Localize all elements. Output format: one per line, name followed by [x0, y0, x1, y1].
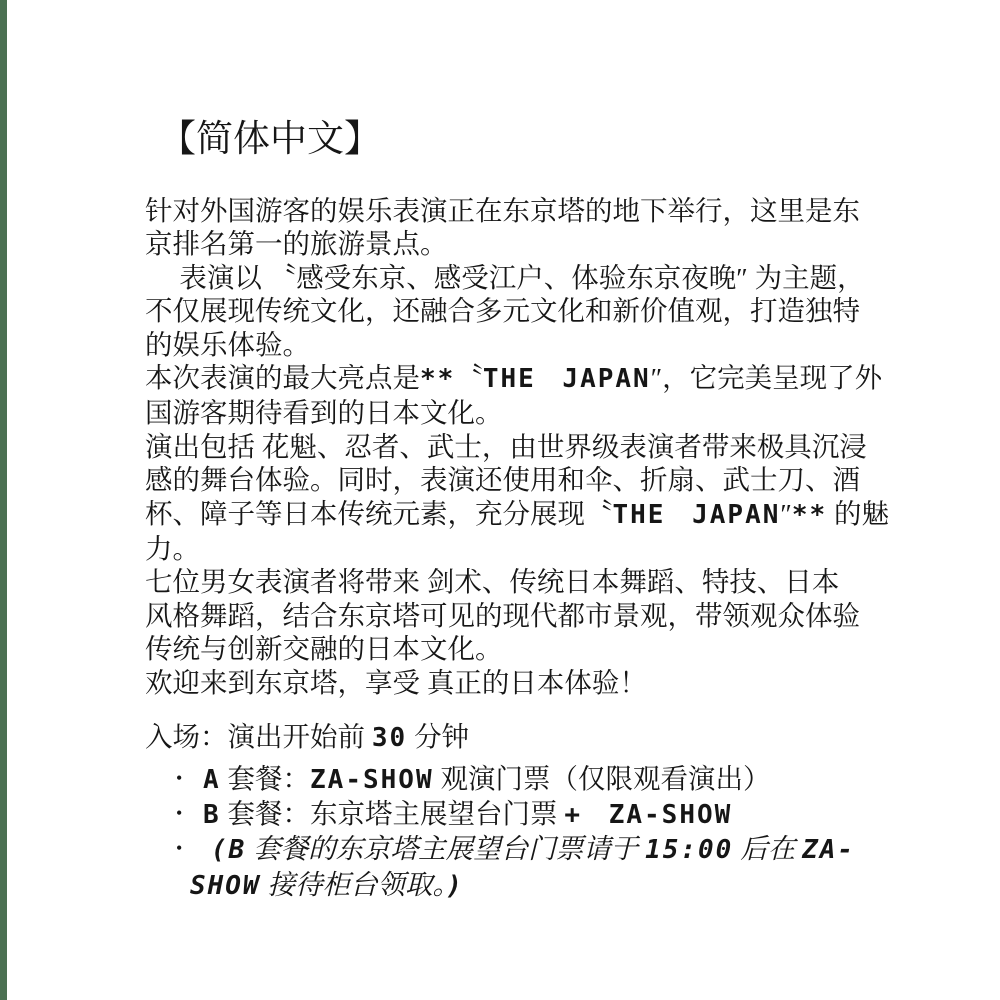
text-run: ) [446, 870, 464, 901]
text-run: 力。 [145, 533, 200, 565]
list-item [145, 762, 905, 797]
text-run: (B [211, 835, 247, 866]
text-run: 风格舞蹈，结合东京塔可见的现代都市景观，带领观众体验 [145, 599, 860, 631]
text-run: SHOW [190, 870, 261, 901]
text-run: ″ [780, 497, 792, 529]
text-run: 表演以 〝感受东京、感受江户、体验东京夜晚″ 为主题， [145, 261, 865, 293]
text-run: ** [791, 499, 828, 530]
bullet-icon: • [176, 767, 183, 788]
list-item [145, 832, 905, 867]
list-item [145, 797, 905, 832]
left-edge-strip [0, 0, 7, 1000]
text-run: 后在 [733, 833, 803, 865]
body-text-line [145, 294, 905, 327]
text-run: 入场：演出开始前 [145, 721, 372, 753]
body-text-line [145, 328, 905, 361]
text-run: 不仅展现传统文化，还融合多元文化和新价值观，打造独特 [145, 295, 860, 327]
body-text-line [145, 361, 905, 396]
body-text-line [145, 463, 905, 496]
text-run: 分钟 [407, 721, 470, 753]
body-text-line [145, 261, 905, 294]
body-text-line [145, 227, 905, 260]
body-text-line [145, 497, 905, 532]
document-content [145, 118, 905, 903]
text-run: 传统与创新交融的日本文化。 [145, 633, 503, 665]
text-run: ** [420, 364, 456, 395]
text-run: A [203, 764, 221, 795]
text-run: 的娱乐体验。 [145, 328, 310, 360]
text-run: 的魅 [827, 497, 890, 529]
text-run: THE JAPAN [482, 364, 651, 395]
text-run: + ZA-SHOW [564, 799, 733, 830]
body-text-line [145, 396, 905, 429]
list-item-continuation [145, 868, 905, 903]
text-run: 京排名第一的旅游景点。 [145, 228, 448, 260]
ticket-package-list [145, 762, 905, 904]
body-text-line [145, 565, 905, 598]
body-text-line [145, 666, 905, 699]
text-run: 套餐：东京塔主展望台门票 [220, 797, 565, 829]
bullet-icon: • [176, 802, 183, 823]
bullet-icon: • [176, 838, 183, 859]
text-run: 感的舞台体验。同时，表演还使用和伞、折扇、武士刀、酒 [145, 464, 860, 496]
text-run: 国游客期待看到的日本文化。 [145, 397, 503, 429]
body-text-line [145, 599, 905, 632]
text-run: 欢迎来到东京塔，享受 真正的日本体验！ [145, 666, 647, 698]
text-run: 接待柜台领取。 [260, 868, 447, 900]
page-title: 【简体中文】 [159, 119, 381, 160]
admission-text-line [145, 720, 905, 755]
text-run: 杯、障子等日本传统元素，充分展现〝 [145, 497, 613, 529]
text-run: 针对外国游客的娱乐表演正在东京塔的地下举行，这里是东 [145, 195, 860, 226]
text-run: ZA-SHOW [310, 764, 434, 795]
text-run: 套餐的东京塔主展望台门票请于 [246, 833, 646, 865]
body-text-line [145, 430, 905, 463]
admission-info-line [145, 720, 905, 755]
text-run: ″，它完美呈现了外 [650, 362, 883, 394]
text-run: 七位男女表演者将带来 剑术、传统日本舞蹈、特技、日本 [145, 566, 840, 598]
text-run: THE JAPAN [612, 499, 781, 530]
text-run: 套餐： [220, 762, 311, 794]
body-paragraphs [145, 194, 905, 699]
text-run: 15:00 [645, 835, 734, 866]
text-run: 30 [371, 723, 408, 754]
text-run: B [203, 799, 221, 830]
body-text-line [145, 532, 905, 565]
text-run: 演出包括 花魁、忍者、武士，由世界级表演者带来极具沉浸 [145, 430, 867, 462]
text-run: ZA- [802, 835, 856, 866]
text-run: 〝 [455, 362, 483, 394]
body-text-line [145, 194, 905, 227]
text-run: 本次表演的最大亮点是 [145, 362, 420, 394]
text-run: 观演门票（仅限观看演出） [433, 762, 771, 794]
body-text-line [145, 632, 905, 665]
